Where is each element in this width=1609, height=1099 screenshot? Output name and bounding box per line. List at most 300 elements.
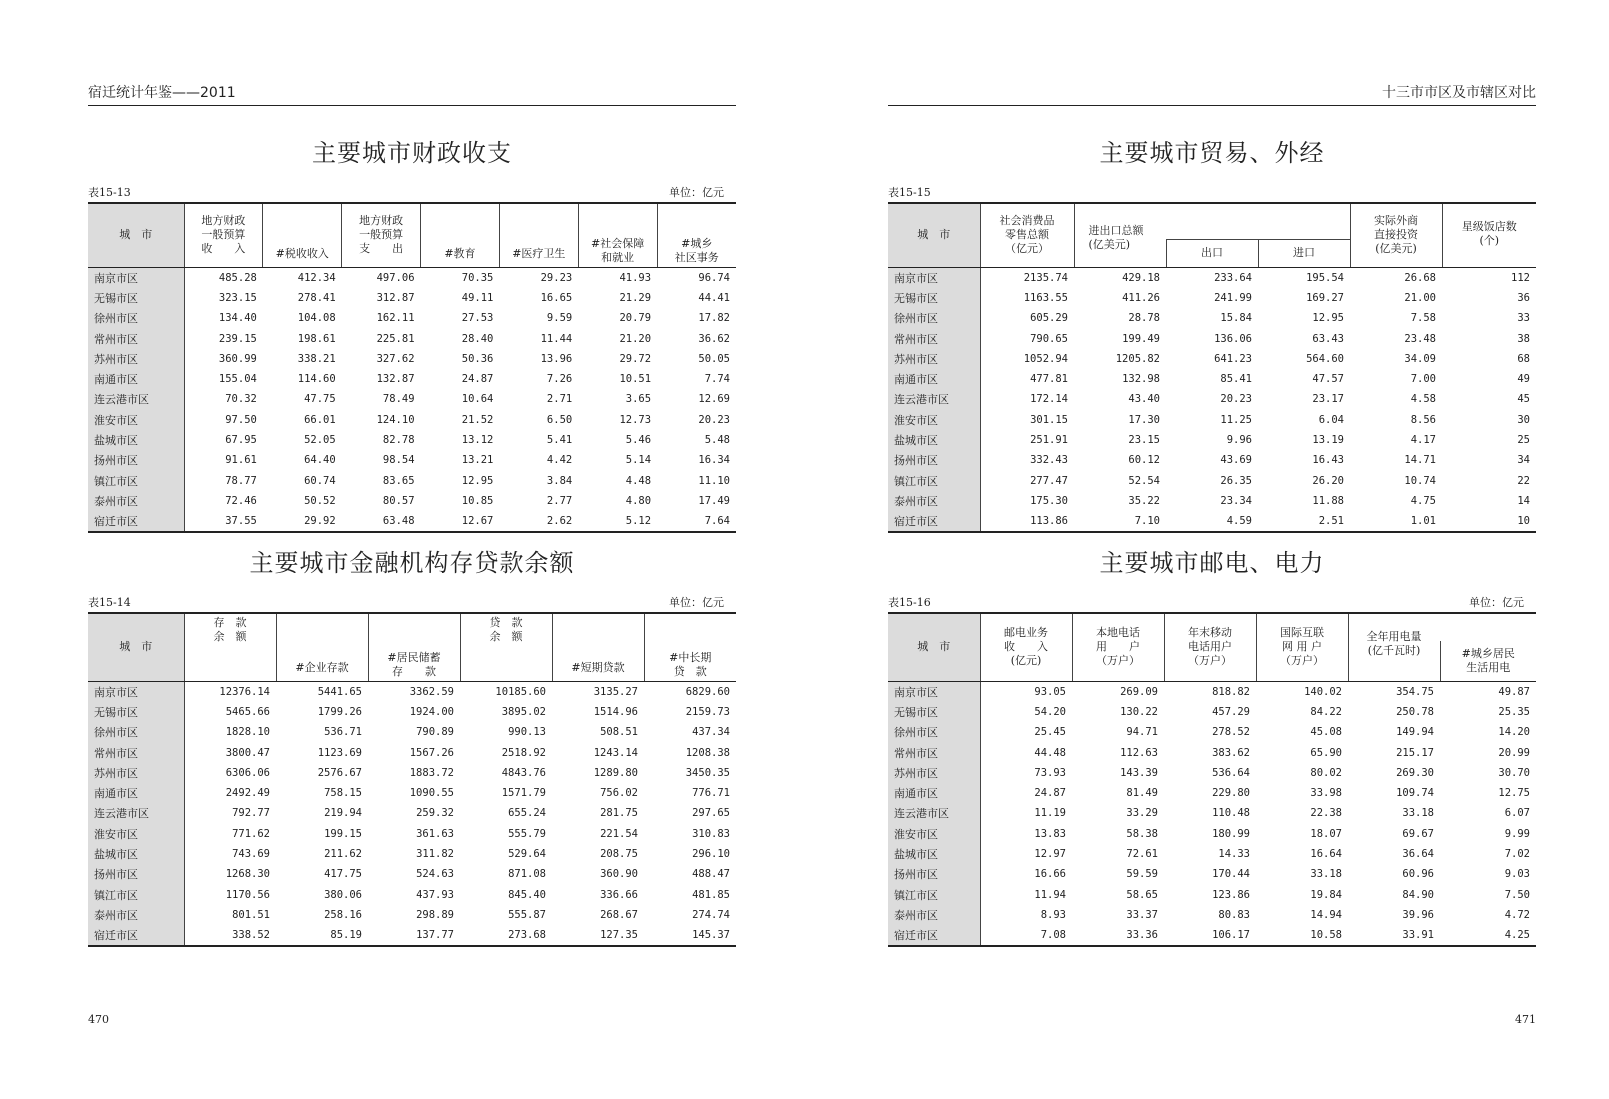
table-row bbox=[88, 511, 736, 532]
city-cell: 南通市区 bbox=[88, 783, 184, 803]
table-row bbox=[888, 763, 1536, 783]
value-cell: 250.78 bbox=[1396, 705, 1434, 718]
value-cell: 2576.67 bbox=[317, 766, 362, 779]
table-row bbox=[88, 925, 736, 946]
table-unit: 单位：亿元 bbox=[1469, 596, 1524, 609]
value-cell: 114.60 bbox=[297, 373, 336, 386]
value-cell: 21.52 bbox=[461, 413, 494, 426]
table-row bbox=[888, 783, 1536, 803]
value-cell: 411.26 bbox=[1122, 291, 1160, 304]
value-cell: 195.54 bbox=[1306, 271, 1344, 284]
header-power: 全年用电量 (亿千瓦时) bbox=[1348, 613, 1440, 681]
value-cell: 1924.00 bbox=[409, 705, 454, 718]
value-cell: 198.61 bbox=[297, 332, 336, 345]
value-cell: 25 bbox=[1517, 434, 1530, 447]
city-cell: 常州市区 bbox=[888, 742, 980, 762]
city-cell: 无锡市区 bbox=[888, 288, 980, 308]
value-cell: 9.99 bbox=[1504, 827, 1530, 840]
value-cell: 35.22 bbox=[1128, 494, 1160, 507]
table-row bbox=[88, 844, 736, 864]
value-cell: 297.65 bbox=[692, 807, 730, 820]
value-cell: 63.48 bbox=[342, 511, 421, 532]
value-cell: 30 bbox=[1517, 413, 1530, 426]
value-cell: 78.77 bbox=[225, 474, 257, 487]
value-cell: 60.12 bbox=[1128, 454, 1160, 467]
table-row bbox=[88, 410, 736, 430]
table-row bbox=[88, 681, 736, 702]
city-cell: 扬州市区 bbox=[88, 864, 184, 884]
table-row bbox=[888, 702, 1536, 722]
header-internet: 国际互联 网 用 户 （万户） bbox=[1256, 613, 1348, 681]
value-cell: 2.71 bbox=[546, 393, 573, 406]
value-cell: 29.23 bbox=[540, 271, 573, 284]
value-cell: 756.02 bbox=[600, 787, 638, 800]
city-cell: 常州市区 bbox=[88, 742, 184, 762]
value-cell: 241.99 bbox=[1214, 291, 1252, 304]
running-header-right bbox=[888, 85, 1536, 106]
value-cell: 60.96 bbox=[1402, 868, 1434, 881]
value-cell: 3.65 bbox=[625, 393, 652, 406]
value-cell: 36.64 bbox=[1402, 848, 1434, 861]
value-cell: 60.74 bbox=[304, 474, 336, 487]
value-cell: 64.40 bbox=[304, 454, 336, 467]
value-cell: 12.67 bbox=[421, 511, 500, 532]
value-cell: 67.95 bbox=[225, 434, 257, 447]
value-cell: 24.87 bbox=[461, 373, 494, 386]
value-cell: 23.34 bbox=[1220, 494, 1252, 507]
city-cell: 苏州市区 bbox=[888, 349, 980, 369]
value-cell: 140.02 bbox=[1304, 685, 1342, 698]
value-cell: 26.20 bbox=[1312, 474, 1344, 487]
value-cell: 12.95 bbox=[461, 474, 494, 487]
value-cell: 327.62 bbox=[376, 352, 415, 365]
value-cell: 9.96 bbox=[1226, 434, 1252, 447]
value-cell: 52.05 bbox=[304, 434, 336, 447]
value-cell: 2492.49 bbox=[225, 787, 270, 800]
value-cell: 25.35 bbox=[1498, 705, 1530, 718]
value-cell: 134.40 bbox=[218, 312, 257, 325]
value-cell: 96.74 bbox=[698, 271, 730, 284]
value-cell: 45 bbox=[1517, 393, 1530, 406]
value-cell: 818.82 bbox=[1212, 685, 1250, 698]
table-number: 表15-15 bbox=[888, 186, 931, 199]
city-cell: 常州市区 bbox=[88, 328, 184, 348]
value-cell: 98.54 bbox=[382, 454, 415, 467]
city-cell: 镇江市区 bbox=[888, 470, 980, 490]
header-enterprise: #企业存款 bbox=[276, 613, 368, 681]
value-cell: 27.53 bbox=[461, 312, 494, 325]
value-cell: 143.39 bbox=[1120, 766, 1158, 779]
value-cell: 63.43 bbox=[1312, 332, 1344, 345]
city-cell: 南通市区 bbox=[888, 369, 980, 389]
value-cell: 1799.26 bbox=[317, 705, 362, 718]
value-cell: 50.36 bbox=[461, 352, 494, 365]
value-cell: 1163.55 bbox=[1023, 291, 1068, 304]
value-cell: 1205.82 bbox=[1115, 352, 1160, 365]
table-row bbox=[888, 410, 1536, 430]
city-cell: 泰州市区 bbox=[88, 905, 184, 925]
table-row bbox=[888, 288, 1536, 308]
value-cell: 1268.30 bbox=[225, 868, 270, 881]
table-row bbox=[88, 884, 736, 904]
city-cell: 淮安市区 bbox=[888, 824, 980, 844]
value-cell: 20.23 bbox=[698, 413, 730, 426]
telecom-power-table bbox=[888, 612, 1536, 947]
header-hotels: 星级饭店数 (个) bbox=[1442, 203, 1536, 267]
value-cell: 555.79 bbox=[508, 827, 546, 840]
table-row bbox=[888, 511, 1536, 532]
city-cell: 连云港市区 bbox=[888, 389, 980, 409]
value-cell: 49.11 bbox=[461, 291, 494, 304]
value-cell: 2135.74 bbox=[1023, 271, 1068, 284]
value-cell: 771.62 bbox=[232, 827, 270, 840]
value-cell: 417.75 bbox=[324, 868, 362, 881]
header-retail: 社会消费品 零售总额 （亿元） bbox=[980, 203, 1074, 267]
value-cell: 47.75 bbox=[304, 393, 336, 406]
city-cell: 苏州市区 bbox=[88, 763, 184, 783]
table-row bbox=[88, 491, 736, 511]
value-cell: 274.74 bbox=[692, 908, 730, 921]
value-cell: 36.62 bbox=[698, 332, 730, 345]
table-row bbox=[888, 722, 1536, 742]
value-cell: 9.59 bbox=[546, 312, 573, 325]
value-cell: 78.49 bbox=[382, 393, 415, 406]
value-cell: 1208.38 bbox=[685, 746, 730, 759]
city-cell: 南通市区 bbox=[88, 369, 184, 389]
value-cell: 94.71 bbox=[1126, 726, 1158, 739]
value-cell: 1289.80 bbox=[593, 766, 638, 779]
value-cell: 127.35 bbox=[552, 925, 644, 946]
value-cell: 25.45 bbox=[1034, 726, 1066, 739]
page-number-right: 471 bbox=[1515, 1013, 1536, 1026]
value-cell: 2518.92 bbox=[501, 746, 546, 759]
value-cell: 49.87 bbox=[1498, 685, 1530, 698]
value-cell: 298.89 bbox=[416, 908, 454, 921]
value-cell: 36 bbox=[1517, 291, 1530, 304]
header-household: #居民储蓄 存 款 bbox=[368, 613, 460, 681]
city-cell: 连云港市区 bbox=[888, 803, 980, 823]
value-cell: 508.51 bbox=[600, 726, 638, 739]
table-row bbox=[88, 864, 736, 884]
value-cell: 655.24 bbox=[508, 807, 546, 820]
table-row bbox=[888, 681, 1536, 702]
table-row bbox=[88, 783, 736, 803]
value-cell: 536.71 bbox=[324, 726, 362, 739]
right-page bbox=[888, 0, 1536, 1099]
value-cell: 59.59 bbox=[1126, 868, 1158, 881]
table-row bbox=[888, 925, 1536, 946]
value-cell: 20.23 bbox=[1220, 393, 1252, 406]
value-cell: 605.29 bbox=[1030, 312, 1068, 325]
value-cell: 564.60 bbox=[1306, 352, 1344, 365]
value-cell: 5.12 bbox=[578, 511, 657, 532]
value-cell: 24.87 bbox=[1034, 787, 1066, 800]
value-cell: 497.06 bbox=[376, 271, 415, 284]
header-health: #医疗卫生 bbox=[499, 203, 578, 267]
value-cell: 33.18 bbox=[1402, 807, 1434, 820]
value-cell: 990.13 bbox=[508, 726, 546, 739]
value-cell: 21.20 bbox=[619, 332, 652, 345]
header-expenditure: 地方财政 一般预算 支 出 bbox=[342, 203, 421, 267]
value-cell: 1170.56 bbox=[225, 888, 270, 901]
value-cell: 155.04 bbox=[218, 373, 257, 386]
value-cell: 16.65 bbox=[540, 291, 573, 304]
value-cell: 130.22 bbox=[1120, 705, 1158, 718]
value-cell: 301.15 bbox=[1030, 413, 1068, 426]
header-import: 进口 bbox=[1258, 239, 1350, 267]
value-cell: 336.66 bbox=[600, 888, 638, 901]
value-cell: 338.52 bbox=[184, 925, 276, 946]
table-number: 表15-13 bbox=[88, 186, 131, 199]
value-cell: 110.48 bbox=[1212, 807, 1250, 820]
value-cell: 26.35 bbox=[1220, 474, 1252, 487]
value-cell: 72.46 bbox=[225, 494, 257, 507]
city-cell: 南通市区 bbox=[888, 783, 980, 803]
header-residential: #城乡居民 生活用电 bbox=[1440, 641, 1536, 681]
table-row bbox=[888, 470, 1536, 490]
value-cell: 4.58 bbox=[1410, 393, 1436, 406]
value-cell: 172.14 bbox=[1030, 393, 1068, 406]
value-cell: 7.26 bbox=[546, 373, 573, 386]
value-cell: 354.75 bbox=[1396, 685, 1434, 698]
header-fdi: 实际外商 直接投资 (亿美元) bbox=[1350, 203, 1442, 267]
value-cell: 4.75 bbox=[1410, 494, 1436, 507]
value-cell: 4.17 bbox=[1410, 434, 1436, 447]
value-cell: 12376.14 bbox=[219, 685, 270, 698]
value-cell: 5.48 bbox=[704, 434, 730, 447]
table-row bbox=[88, 349, 736, 369]
value-cell: 10.74 bbox=[1404, 474, 1436, 487]
value-cell: 22.38 bbox=[1310, 807, 1342, 820]
table-row bbox=[888, 864, 1536, 884]
table-meta bbox=[88, 182, 736, 202]
value-cell: 45.08 bbox=[1310, 726, 1342, 739]
value-cell: 91.61 bbox=[225, 454, 257, 467]
header-social: #社会保障 和就业 bbox=[578, 203, 657, 267]
value-cell: 33.98 bbox=[1310, 787, 1342, 800]
value-cell: 3895.02 bbox=[501, 705, 546, 718]
value-cell: 233.64 bbox=[1214, 271, 1252, 284]
table-row bbox=[88, 763, 736, 783]
value-cell: 52.54 bbox=[1128, 474, 1160, 487]
value-cell: 85.19 bbox=[276, 925, 368, 946]
table-row bbox=[888, 450, 1536, 470]
header-tax: #税收收入 bbox=[263, 203, 342, 267]
value-cell: 211.62 bbox=[324, 848, 362, 861]
value-cell: 437.93 bbox=[416, 888, 454, 901]
value-cell: 68 bbox=[1517, 352, 1530, 365]
value-cell: 83.65 bbox=[382, 474, 415, 487]
value-cell: 360.99 bbox=[218, 352, 257, 365]
value-cell: 555.87 bbox=[508, 908, 546, 921]
value-cell: 7.00 bbox=[1410, 373, 1436, 386]
value-cell: 17.82 bbox=[698, 312, 730, 325]
value-cell: 5465.66 bbox=[225, 705, 270, 718]
value-cell: 8.93 bbox=[1040, 908, 1066, 921]
value-cell: 11.25 bbox=[1220, 413, 1252, 426]
value-cell: 383.62 bbox=[1212, 746, 1250, 759]
value-cell: 536.64 bbox=[1212, 766, 1250, 779]
header-revenue: 地方财政 一般预算 收 入 bbox=[184, 203, 263, 267]
value-cell: 360.90 bbox=[600, 868, 638, 881]
value-cell: 97.50 bbox=[225, 413, 257, 426]
table-15-16-section bbox=[888, 546, 1536, 947]
table-row bbox=[888, 308, 1536, 328]
chapter-title: 十三市市区及市辖区对比 bbox=[1382, 85, 1536, 101]
header-long: #中长期 贷 款 bbox=[644, 613, 736, 681]
value-cell: 10 bbox=[1442, 511, 1536, 532]
header-deposits: 存 款 余 额 bbox=[184, 613, 276, 681]
value-cell: 21.00 bbox=[1404, 291, 1436, 304]
city-cell: 南京市区 bbox=[888, 681, 980, 702]
value-cell: 5.14 bbox=[625, 454, 652, 467]
page-number-left: 470 bbox=[88, 1013, 109, 1026]
value-cell: 145.37 bbox=[644, 925, 736, 946]
value-cell: 33.91 bbox=[1348, 925, 1440, 946]
value-cell: 112 bbox=[1511, 271, 1530, 284]
value-cell: 199.15 bbox=[324, 827, 362, 840]
value-cell: 113.86 bbox=[980, 511, 1074, 532]
value-cell: 412.34 bbox=[297, 271, 336, 284]
value-cell: 11.19 bbox=[1034, 807, 1066, 820]
value-cell: 34.09 bbox=[1404, 352, 1436, 365]
value-cell: 30.70 bbox=[1498, 766, 1530, 779]
table-title: 主要城市贸易、外经 bbox=[1099, 139, 1325, 167]
value-cell: 2.62 bbox=[499, 511, 578, 532]
value-cell: 33.18 bbox=[1310, 868, 1342, 881]
table-row bbox=[888, 824, 1536, 844]
value-cell: 73.93 bbox=[1034, 766, 1066, 779]
value-cell: 23.15 bbox=[1128, 434, 1160, 447]
value-cell: 488.47 bbox=[692, 868, 730, 881]
value-cell: 29.92 bbox=[263, 511, 342, 532]
value-cell: 14.20 bbox=[1498, 726, 1530, 739]
value-cell: 58.65 bbox=[1126, 888, 1158, 901]
value-cell: 311.82 bbox=[416, 848, 454, 861]
city-cell: 苏州市区 bbox=[888, 763, 980, 783]
value-cell: 6306.06 bbox=[225, 766, 270, 779]
value-cell: 14.94 bbox=[1310, 908, 1342, 921]
value-cell: 10.51 bbox=[619, 373, 652, 386]
table-unit: 单位：亿元 bbox=[669, 596, 724, 609]
city-cell: 扬州市区 bbox=[888, 450, 980, 470]
value-cell: 82.78 bbox=[382, 434, 415, 447]
value-cell: 1052.94 bbox=[1023, 352, 1068, 365]
value-cell: 269.30 bbox=[1396, 766, 1434, 779]
value-cell: 4.72 bbox=[1504, 908, 1530, 921]
value-cell: 4.25 bbox=[1440, 925, 1536, 946]
value-cell: 219.94 bbox=[324, 807, 362, 820]
value-cell: 84.22 bbox=[1310, 705, 1342, 718]
value-cell: 13.96 bbox=[540, 352, 573, 365]
city-cell: 徐州市区 bbox=[88, 308, 184, 328]
value-cell: 7.10 bbox=[1074, 511, 1166, 532]
city-cell: 扬州市区 bbox=[888, 864, 980, 884]
value-cell: 3.84 bbox=[546, 474, 573, 487]
value-cell: 58.38 bbox=[1126, 827, 1158, 840]
value-cell: 49 bbox=[1517, 373, 1530, 386]
header-city: 城 市 bbox=[88, 203, 184, 267]
value-cell: 104.08 bbox=[297, 312, 336, 325]
value-cell: 845.40 bbox=[508, 888, 546, 901]
value-cell: 3135.27 bbox=[593, 685, 638, 698]
value-cell: 11.94 bbox=[1034, 888, 1066, 901]
value-cell: 44.41 bbox=[698, 291, 730, 304]
value-cell: 1828.10 bbox=[225, 726, 270, 739]
value-cell: 123.86 bbox=[1212, 888, 1250, 901]
value-cell: 5.41 bbox=[546, 434, 573, 447]
table-row bbox=[88, 267, 736, 288]
value-cell: 277.47 bbox=[1030, 474, 1068, 487]
header-fixed: 本地电话 用 户 （万户） bbox=[1072, 613, 1164, 681]
city-cell: 宿迁市区 bbox=[888, 925, 980, 946]
value-cell: 12.75 bbox=[1498, 787, 1530, 800]
value-cell: 50.05 bbox=[698, 352, 730, 365]
table-title: 主要城市金融机构存贷款余额 bbox=[249, 549, 575, 577]
table-number: 表15-16 bbox=[888, 596, 931, 609]
city-cell: 镇江市区 bbox=[88, 470, 184, 490]
value-cell: 175.30 bbox=[1030, 494, 1068, 507]
city-cell: 宿迁市区 bbox=[888, 511, 980, 532]
value-cell: 4.48 bbox=[625, 474, 652, 487]
value-cell: 20.99 bbox=[1498, 746, 1530, 759]
value-cell: 106.17 bbox=[1164, 925, 1256, 946]
value-cell: 33 bbox=[1517, 312, 1530, 325]
table-15-13-section bbox=[88, 136, 736, 533]
value-cell: 1243.14 bbox=[593, 746, 638, 759]
value-cell: 268.67 bbox=[600, 908, 638, 921]
value-cell: 871.08 bbox=[508, 868, 546, 881]
value-cell: 1567.26 bbox=[409, 746, 454, 759]
value-cell: 112.63 bbox=[1120, 746, 1158, 759]
value-cell: 429.18 bbox=[1122, 271, 1160, 284]
value-cell: 43.40 bbox=[1128, 393, 1160, 406]
value-cell: 93.05 bbox=[1034, 685, 1066, 698]
value-cell: 361.63 bbox=[416, 827, 454, 840]
city-cell: 盐城市区 bbox=[888, 430, 980, 450]
header-short: #短期贷款 bbox=[552, 613, 644, 681]
value-cell: 33.36 bbox=[1072, 925, 1164, 946]
city-cell: 泰州市区 bbox=[88, 491, 184, 511]
city-cell: 盐城市区 bbox=[88, 430, 184, 450]
value-cell: 70.32 bbox=[225, 393, 257, 406]
value-cell: 529.64 bbox=[508, 848, 546, 861]
value-cell: 44.48 bbox=[1034, 746, 1066, 759]
value-cell: 10.85 bbox=[461, 494, 494, 507]
value-cell: 11.10 bbox=[698, 474, 730, 487]
value-cell: 278.52 bbox=[1212, 726, 1250, 739]
table-row bbox=[88, 389, 736, 409]
value-cell: 790.65 bbox=[1030, 332, 1068, 345]
value-cell: 6.04 bbox=[1318, 413, 1344, 426]
table-row bbox=[888, 803, 1536, 823]
value-cell: 6.07 bbox=[1504, 807, 1530, 820]
header-trade: 进出口总额 (亿美元) bbox=[1074, 203, 1166, 267]
value-cell: 225.81 bbox=[376, 332, 415, 345]
table-row bbox=[888, 328, 1536, 348]
city-cell: 无锡市区 bbox=[88, 702, 184, 722]
value-cell: 10185.60 bbox=[495, 685, 546, 698]
value-cell: 7.02 bbox=[1504, 848, 1530, 861]
value-cell: 332.43 bbox=[1030, 454, 1068, 467]
value-cell: 38 bbox=[1517, 332, 1530, 345]
value-cell: 11.44 bbox=[540, 332, 573, 345]
value-cell: 33.37 bbox=[1126, 908, 1158, 921]
value-cell: 180.99 bbox=[1212, 827, 1250, 840]
value-cell: 15.84 bbox=[1220, 312, 1252, 325]
table-row bbox=[88, 722, 736, 742]
table-title: 主要城市财政收支 bbox=[312, 139, 512, 167]
